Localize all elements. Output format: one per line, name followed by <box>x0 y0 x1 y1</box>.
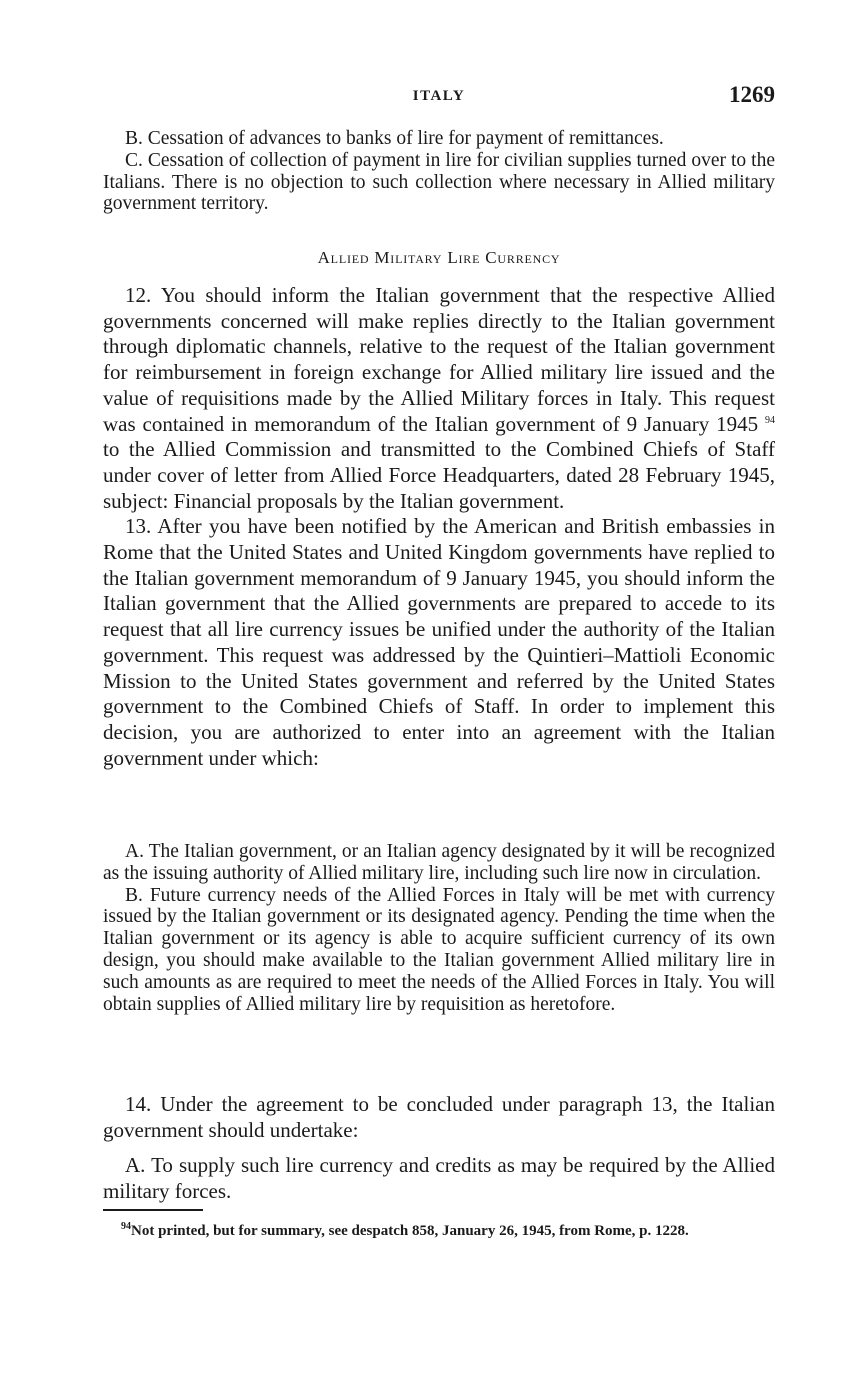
footnote <box>103 1222 775 1240</box>
paragraph-14-block <box>103 1092 775 1143</box>
section-heading: Allied Military Lire Currency <box>317 248 561 267</box>
page-number: 1269 <box>729 82 775 107</box>
main-paragraphs <box>103 283 775 771</box>
item-a-supply-lire: A. To supply such lire currency and credits as may be required by the Allied military forces. <box>103 1153 775 1203</box>
footnote-marker: 94 <box>121 1221 131 1232</box>
paragraph-13: 13. After you have been notified by the American and British embassies in Rome that the United States and United Kingdom governments have replied to the Italian government memorandum of 9 January 1945, you should inform the Italian government that the Allied governments are prepared to accede to its request that all lire currency issues be unified under the authority of the Italian government. This request was addressed by the Quintieri–Mattioli Economic Mission to the United States government and referred by the United States government to the Combined Chiefs of Staff. In order to implement this decision, you are authorized to enter into an agreement with the Italian government under which: <box>103 514 775 770</box>
item-b-cessation-advances: B. Cessation of advances to banks of lire for payment of remittances. <box>125 128 664 149</box>
paragraph-12-text: 12. You should inform the Italian government that the respective Allied governments concerned will make replies directly to the Italian government through diplomatic channels, relative to the request of the Italian government for reimbursement in foreign exchange for Allied military lire issued and the value of requisitions made by the Allied Military forces in Italy. This request was contained in memorandum of the Italian government of 9 January 1945 <box>103 283 775 436</box>
footnote-text: Not printed, but for summary, see despatch 858, January 26, 1945, from Rome, p. 1228. <box>131 1223 689 1239</box>
top-items <box>103 128 775 215</box>
footnote-divider <box>103 1209 203 1211</box>
item-b-future-currency: B. Future currency needs of the Allied Forces in Italy will be met with currency issued by the Italian government or its designated agency. Pending the time when the Italian government or its agency is able to acquire sufficient currency of its own design, you should make available to the Italian government Allied military lire in such amounts as are required to meet the needs of the Allied Forces in Italy. You will obtain supplies of Allied military lire by requisition as heretofore. <box>103 884 775 1015</box>
paragraph-12-text-cont: to the Allied Commission and transmitted to the Combined Chiefs of Staff under cover of letter from Allied Force Headquarters, dated 28 February 1945, subject: Financial proposals by the Italian government. <box>103 437 775 513</box>
page-title: ITALY <box>412 88 466 104</box>
item-c-cessation-collection: C. Cessation of collection of payment in lire for civilian supplies turned over to the Italians. There is no objection to such collection where necessary in Allied military government territory. <box>103 149 775 215</box>
paragraph-13-items <box>103 841 775 1015</box>
running-header <box>103 82 775 112</box>
paragraph-12 <box>103 283 775 514</box>
item-a-issuing-authority: A. The Italian government, or an Italian agency designated by it will be recognized as the issuing authority of Allied military lire, including such lire now in circulation. <box>103 841 775 884</box>
paragraph-14-item-block <box>103 1153 775 1204</box>
paragraph-14: 14. Under the agreement to be concluded under paragraph 13, the Italian government should undertake: <box>103 1092 775 1142</box>
footnote-reference: 94 <box>765 414 776 426</box>
